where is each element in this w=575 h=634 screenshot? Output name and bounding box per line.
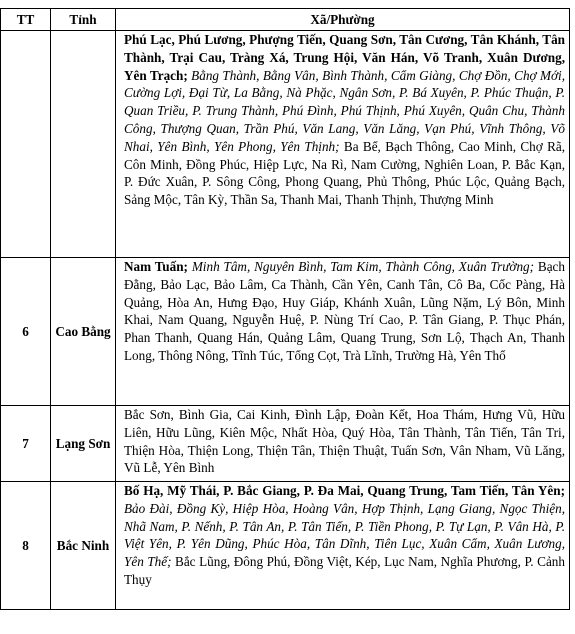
ward-list-italic: Bảo Đài, Đồng Kỳ, Hiệp Hòa, Hoàng Vân, Hợp Thịnh, Lạng Giang, Ngọc Thiện, Nhã Nam, P. Nếnh, P. Tân An, P. Tân Tiến, P. Tiền Phong, P. Tự Lạn, P. Vân Hà, P. Việt Yên, P. Yên Dũng, Phúc Hòa, Tân Dĩnh, Tiên Lục, Xuân Cẩm, Xuân Lương, Yên Thế; [124, 500, 565, 570]
province-name: Bắc Ninh [51, 482, 116, 610]
table-row [1, 31, 570, 258]
ward-list-normal: Bắc Lũng, Đông Phú, Đồng Việt, Kép, Lục Nam, Nghĩa Phương, P. Cảnh Thụy [124, 554, 565, 587]
ward-list-normal: Ba Bể, Bạch Thông, Cao Minh, Chợ Rã, Côn Minh, Đồng Phúc, Hiệp Lực, Na Rì, Nam Cường, Nghiên Loan, P. Bắc Kạn, P. Đức Xuân, P. Sông Công, Phong Quang, Phủ Thông, Phúc Lộc, Quảng Bạch, Sảng Mộc, Tân Kỳ, Thần Sa, Thanh Mai, Thanh Thịnh, Thượng Minh [124, 138, 566, 208]
header-tinh: Tỉnh [51, 9, 116, 31]
table-row [1, 482, 570, 610]
ward-list-italic: Minh Tâm, Nguyên Bình, Tam Kim, Thành Công, Xuân Trường; [187, 259, 535, 274]
row-number [1, 31, 51, 258]
ward-list-normal: Bạch Đằng, Bảo Lạc, Bảo Lâm, Ca Thành, Cần Yên, Canh Tân, Cô Ba, Cốc Pàng, Hà Quảng, Hòa An, Hưng Đạo, Huy Giáp, Khánh Xuân, Lũng Nặm, Lý Bôn, Minh Khai, Nam Quang, Nguyễn Huệ, P. Nùng Trí Cao, P. Tân Giang, P. Thục Phán, Phan Thanh, Quang Hán, Quảng Lâm, Quang Trung, Sơn Lộ, Thạch An, Thanh Long, Thông Nông, Tĩnh Túc, Tổng Cọt, Trà Lĩnh, Trường Hà, Yên Thổ [124, 259, 565, 363]
ward-list [116, 482, 570, 610]
province-name: Lạng Sơn [51, 406, 116, 482]
wards-table [0, 8, 570, 610]
table-row [1, 258, 570, 406]
ward-list [116, 406, 570, 482]
ward-list-normal: Bắc Sơn, Bình Gia, Cai Kinh, Đình Lập, Đoàn Kết, Hoa Thám, Hưng Vũ, Hữu Liên, Hữu Lũng, Kiên Mộc, Nhất Hòa, Quý Hòa, Tân Thành, Tân Tiến, Tân Tri, Thiện Hòa, Thiện Long, Thiện Tân, Thiện Thuật, Tuấn Sơn, Vân Nham, Vũ Lăng, Vũ Lễ, Yên Bình [124, 407, 565, 476]
header-xa-phuong: Xã/Phường [116, 9, 570, 31]
province-name [51, 31, 116, 258]
header-tt: TT [1, 9, 51, 31]
ward-list-italic: Bằng Thành, Bằng Vân, Bình Thành, Cẩm Giàng, Chợ Đồn, Chợ Mới, Cường Lợi, Đại Từ, La Bằng, Nà Phặc, Ngân Sơn, P. Bá Xuyên, P. Phúc Thuận, P. Quan Triều, P. Trung Thành, Phú Đình, Phú Thịnh, Phú Xuyên, Quân Chu, Thành Công, Thượng Quan, Trần Phú, Văn Lang, Văn Lăng, Vạn Phú, Vĩnh Thông, Võ Nhai, Yên Bình, Yên Phong, Yên Thịnh; [124, 67, 565, 154]
row-number: 6 [1, 258, 51, 406]
ward-list [116, 31, 570, 258]
ward-list-bold: Bố Hạ, Mỹ Thái, P. Bắc Giang, P. Đa Mai, Quang Trung, Tam Tiến, Tân Yên; [124, 483, 565, 498]
header-row [1, 9, 570, 31]
ward-list-bold: Nam Tuấn; [124, 259, 188, 274]
ward-list-bold: Phú Lạc, Phú Lương, Phượng Tiến, Quang Sơn, Tân Cương, Tân Khánh, Tân Thành, Trại Cau, Tràng Xá, Trung Hội, Văn Hán, Võ Tranh, Xuân Dương, Yên Trạch; [124, 32, 565, 83]
table-row [1, 406, 570, 482]
row-number: 7 [1, 406, 51, 482]
province-name: Cao Bằng [51, 258, 116, 406]
ward-list [116, 258, 570, 406]
row-number: 8 [1, 482, 51, 610]
